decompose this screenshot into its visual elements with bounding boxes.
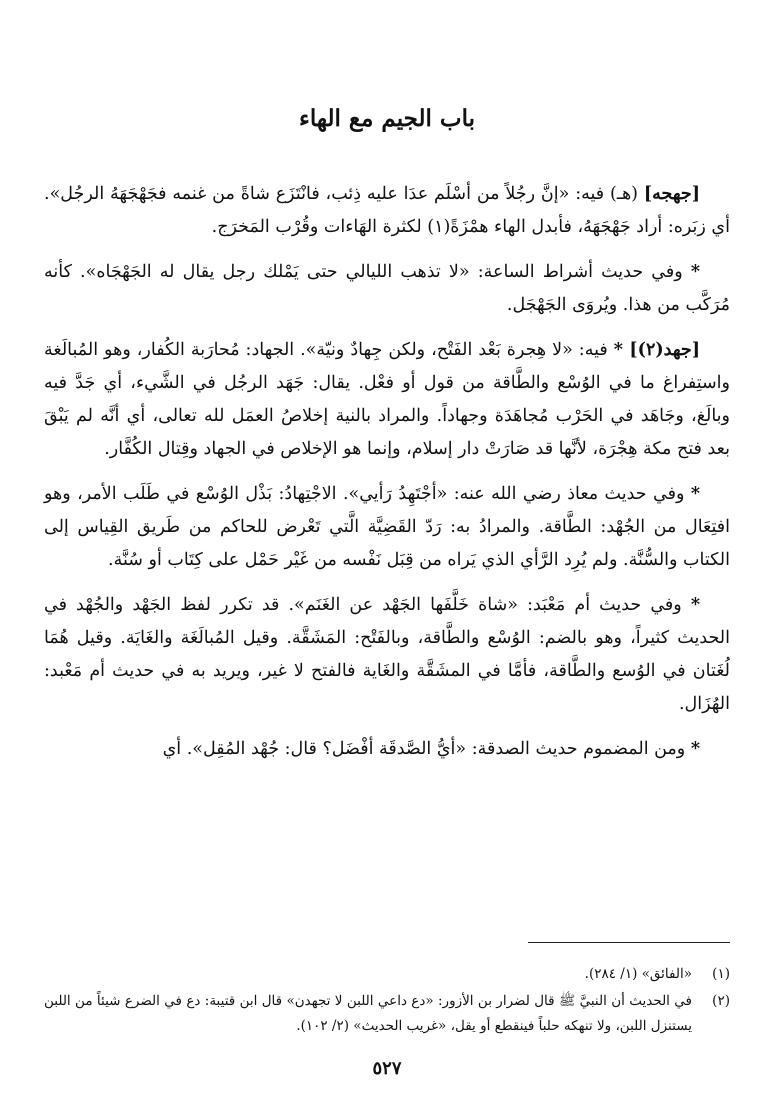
chapter-title: باب الجيم مع الهاء: [299, 105, 475, 132]
footnote: [44, 962, 730, 987]
book-page: [44, 0, 730, 1104]
paragraph-umm-mabad: [44, 589, 730, 721]
footnote-text: «الفائق» (١/ ٢٨٤).: [584, 966, 692, 982]
headword: *: [690, 595, 700, 615]
footnote-text: في الحديث أن النبيَّ ﷺ قال لضرار بن الأزور: «دع داعي اللبن لا تجهدن» قال ابن قتيبة: دع في الضرع شيئاً من اللبن يستنزل اللبن، ولا تنهكه حلباً فينقطع أو يقل، «غريب الحديث» (٢/ ١٠٢).: [44, 993, 692, 1034]
footnote-divider: [528, 942, 730, 943]
headword: [جهجه]: [643, 184, 700, 204]
paragraph-jahjaha: [44, 178, 730, 244]
page-number: ٥٢٧: [372, 1058, 402, 1079]
paragraph-sadaqa: [44, 733, 730, 766]
paragraph-text: (هـ) فيه: «إنَّ رجُلاً من أسْلَم عدَا عليه ذِئب، فانْتَزَع شاةً من غنمه فجَهْجَهَهُ الرجُل». أي زبَره: أراد جَهْجَهَهُ، فأبدل الهاء همْزَةً(١) لكثرة الهَاءات وقُرْب المَخرَج.: [44, 184, 730, 237]
footnote: [44, 989, 730, 1039]
headword: *: [690, 262, 700, 282]
paragraph-ijtihad: [44, 478, 730, 577]
footnotes: [44, 962, 730, 1041]
main-text: [44, 178, 730, 778]
headword: *: [690, 739, 700, 759]
paragraph-text: وفي حديث أشراط الساعة: «لا تذهب الليالي حتى يَمْلك رجل يقال له الجَهْجَاه». كأنه مُرَكَّب من هذا. ويُروَى الجَهْجَل.: [44, 262, 730, 315]
paragraph-text: فيه: «لا هِجرة بَعْد الفَتْح، ولكن جِهادٌ ونيّة». الجهاد: مُحارَبة الكُفار، وهو المُبالَغة واستِفراغ ما في الوُسْع والطَّاقة من قول أو فعْل. يقال: جَهَد الرجُل في الشَّيء، أي جَدَّ فيه وبالَغ، وجَاهَد في الحَرْب مُجاهَدَة وجهاداً. والمراد بالنية إخلاصُ العمَل لله تعالى، أي أنَّه لم يَبْقَ بعد فتح مكة هِجْرَة، لأنَّها قد صَارَتْ دار إسلام، وإنما هو الإخلاص في الجهاد وقِتال الكُفَّار.: [44, 340, 730, 459]
headword: *: [690, 484, 700, 504]
paragraph-text: ومن المضموم حديث الصدقة: «أيُّ الصَّدقَة أفْضَل؟ قال: جُهْد المُقِل». أي: [162, 739, 686, 759]
paragraph-text: وفي حديث أم مَعْبَد: «شاة خَلَّفَها الجَهْد عن الغَنَم». قد تكرر لفظ الجَهْد والجُهْد في الحديث كثيراً، وهو بالضم: الوُسْع والطَّاقة، وبالفَتْح: المَشَقَّة. وقيل المُبالَغَة والغَايَة. وقيل هُمَا لُغَتان في الوُسع والطَّاقة، فأمَّا في المشَقَّة والغَاية فالفتح لا غير، ويريد به في حديث أم مَعْبد: الهُزَال.: [44, 595, 730, 714]
footnote-number: (١): [712, 966, 730, 982]
headword: [جهد(٢)] *: [613, 340, 700, 360]
paragraph-jahd: [44, 334, 730, 466]
footnote-number: (٢): [712, 993, 730, 1009]
paragraph-jahjah: [44, 256, 730, 322]
paragraph-text: وفي حديث معاذ رضي الله عنه: «أجْتَهِدُ رَأيي». الاجْتِهادُ: بَذْل الوُسْع في طَلَب الأمر، وهو افتِعَال من الجُهْد: الطَّاقة. والمرادُ به: رَدّ القَضِيَّة الَّتي تَعْرض للحاكم من طَريق القِياس إلى الكتاب والسُّنَّة. ولم يُرِد الرَّأي الذي يَراه من قِبَل نَفْسه من غَيْر حَمْل على كِتَاب أو سُنَّة.: [44, 484, 730, 570]
